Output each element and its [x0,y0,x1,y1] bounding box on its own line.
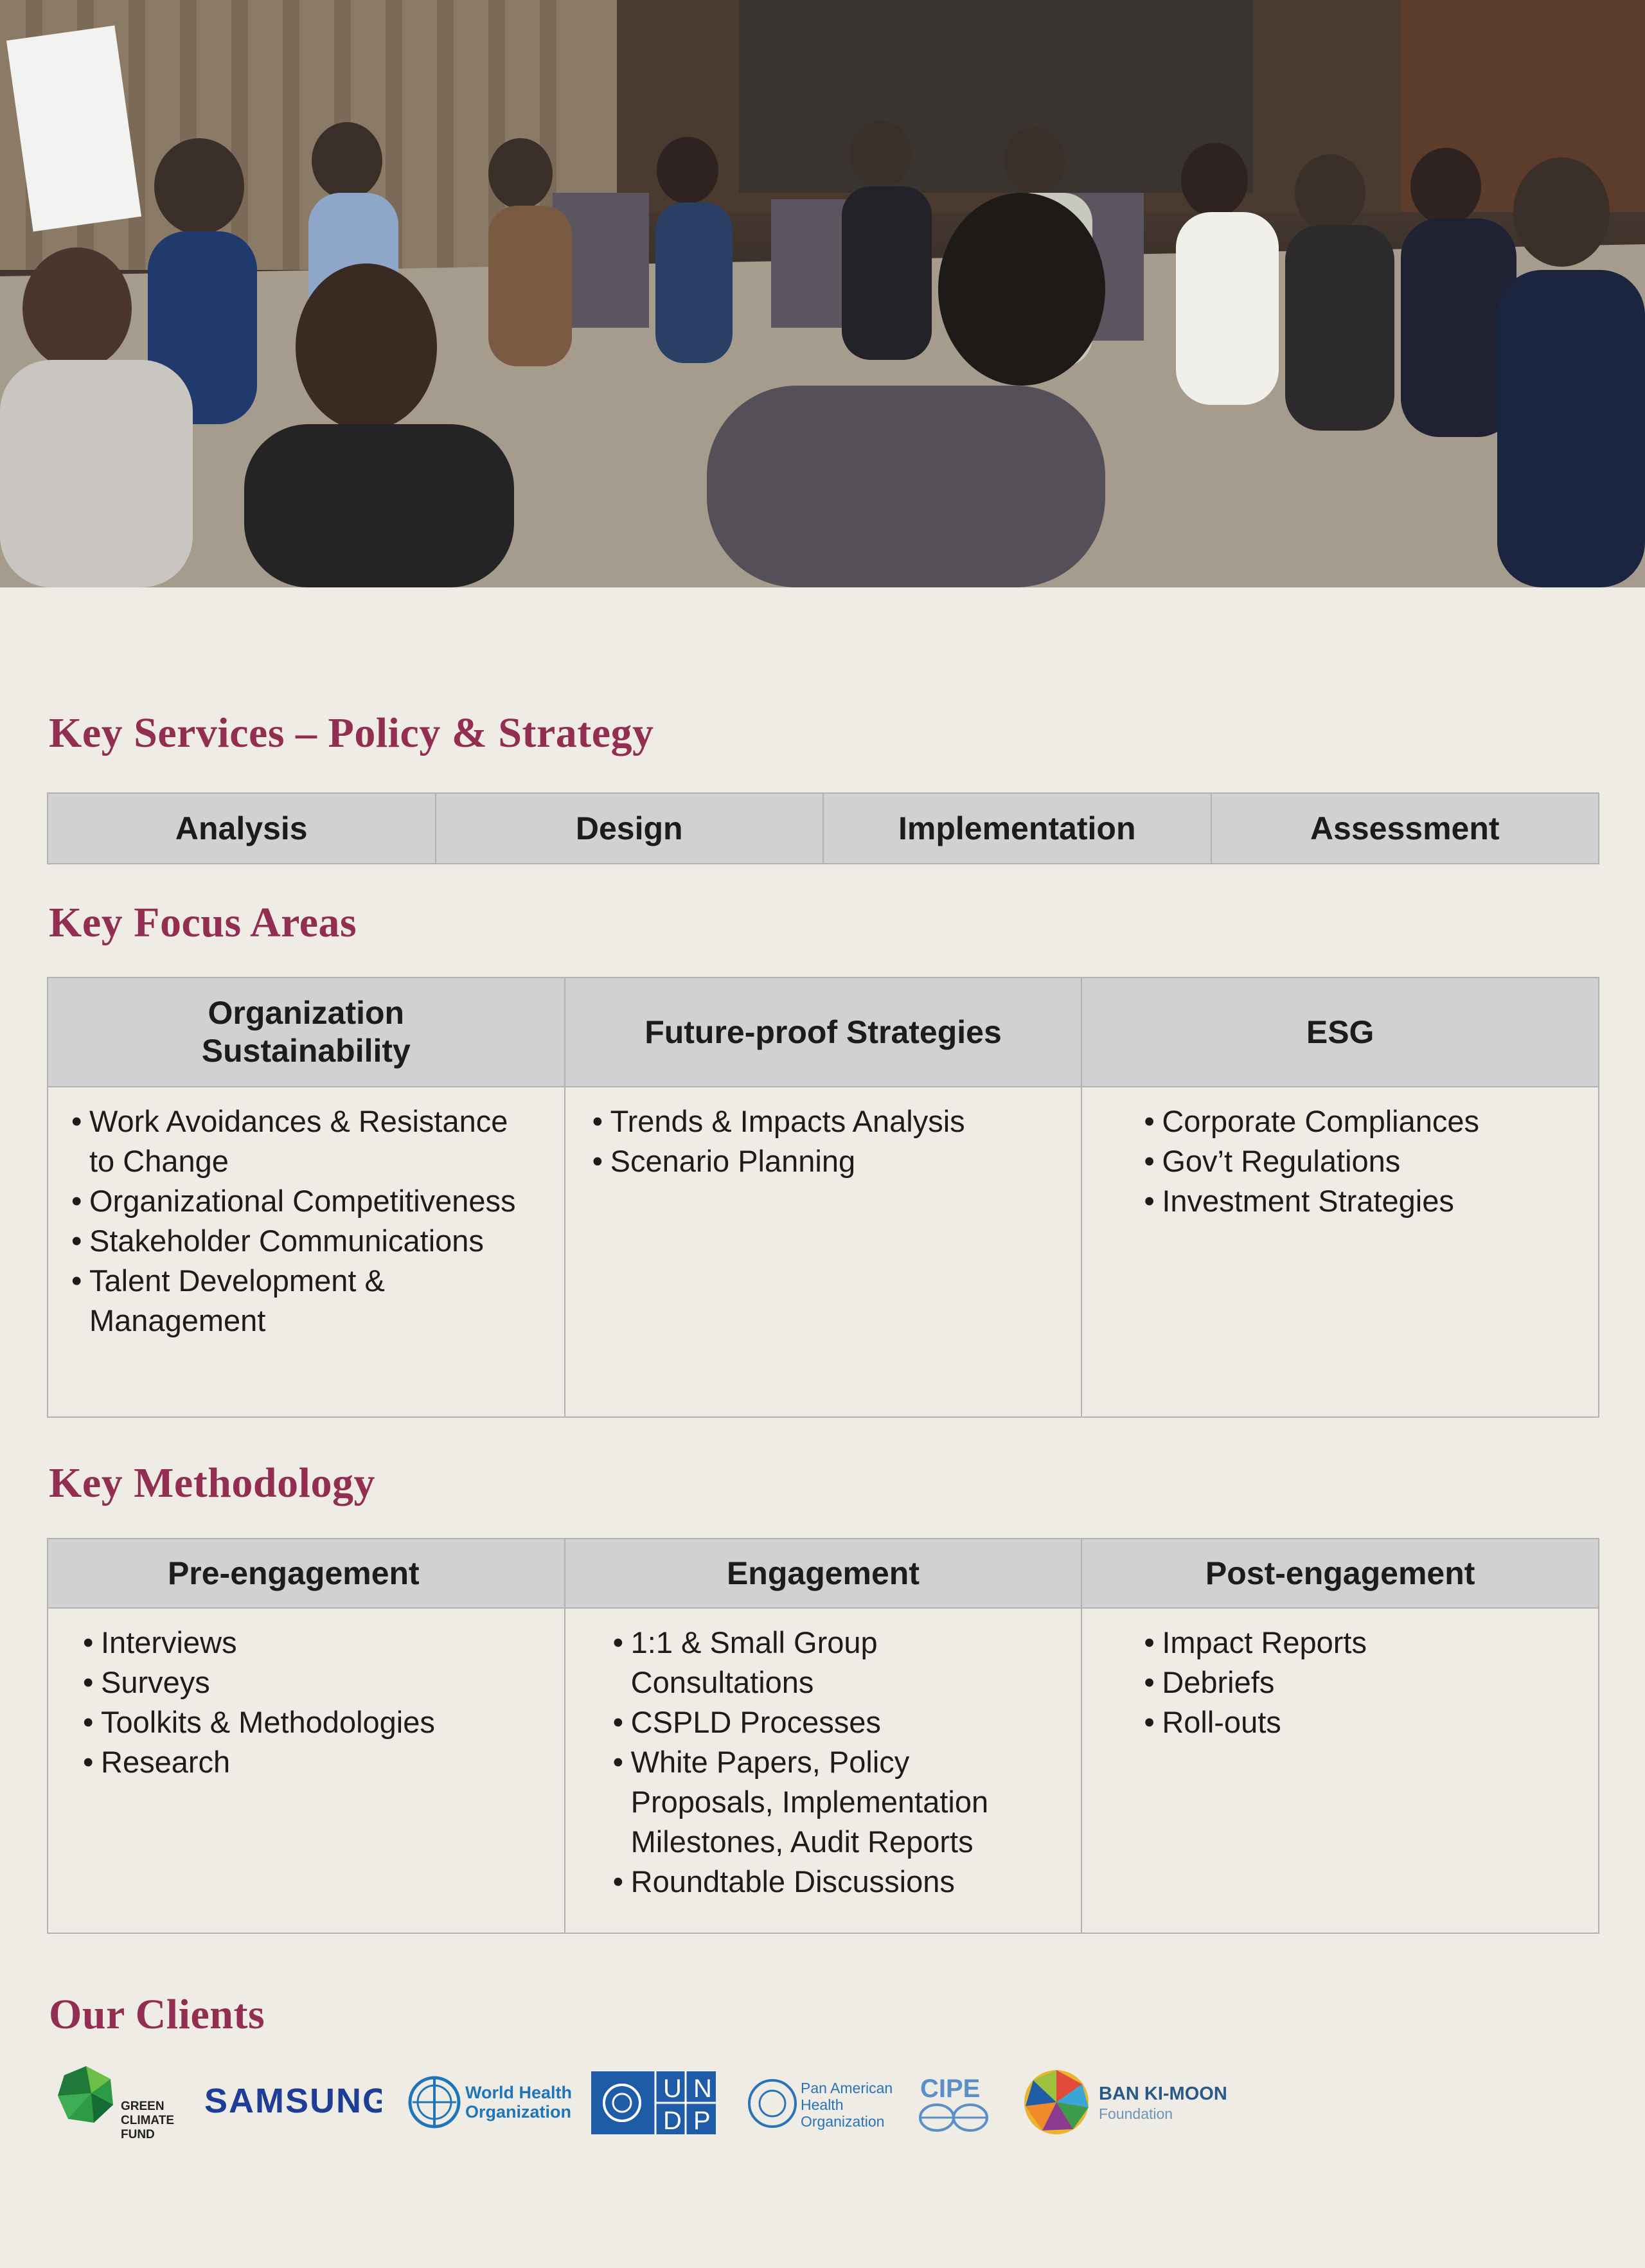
service-assessment: Assessment [1211,793,1599,864]
method-list-post-engagement [1144,1623,1572,1742]
service-implementation: Implementation [823,793,1211,864]
who-logo [407,2060,574,2143]
list-item: • Investment Strategies [1144,1181,1572,1221]
key-services-title: Key Services – Policy & Strategy [49,710,654,756]
ban-ki-moon-emblem-icon [1023,2060,1293,2143]
who-emblem-icon [407,2060,574,2143]
method-list-pre-engagement [83,1623,538,1782]
paho-line-2: Health [801,2096,844,2113]
focus-list-future-proof [592,1102,1056,1181]
header-photo [0,0,1645,587]
paho-emblem-icon [745,2060,900,2143]
samsung-wordmark [202,2060,382,2143]
undp-logo [591,2060,720,2143]
focus-cell-organization [48,1087,565,1417]
method-header-post-engagement: Post-engagement [1081,1539,1599,1608]
methodology-body-row [48,1608,1599,1933]
paho-line-3: Organization [801,2113,885,2130]
focus-header-esg: ESG [1081,978,1599,1087]
paho-logo [745,2060,900,2143]
gcf-word-climate: CLIMATE [121,2114,175,2127]
list-item: • Stakeholder Communications [71,1221,526,1261]
focus-header-row [48,978,1599,1087]
key-methodology-title: Key Methodology [49,1460,375,1506]
list-item: • Scenario Planning [592,1141,1056,1181]
undp-letter-d: D [663,2107,682,2135]
list-item: • Talent Development & Management [71,1261,526,1341]
green-climate-fund-logo [54,2060,182,2143]
cipe-emblem-icon [915,2060,1011,2143]
methodology-table [47,1538,1599,1934]
services-header-row [48,793,1599,864]
cipe-text: CIPE [920,2075,981,2103]
paho-line-1: Pan American [801,2080,893,2096]
list-item: • White Papers, Policy Proposals, Implementation Milestones, Audit Reports [613,1742,1004,1862]
list-item: • Impact Reports [1144,1623,1572,1663]
list-item: • Toolkits & Methodologies [83,1702,538,1742]
ban-ki-moon-text: BAN KI-MOON [1099,2084,1227,2104]
method-list-engagement [613,1623,1004,1902]
method-header-pre-engagement: Pre-engagement [48,1539,565,1608]
service-analysis: Analysis [48,793,436,864]
who-line-2: Organization [465,2102,572,2121]
group-meeting-illustration [0,0,1645,587]
focus-header-future-proof: Future-proof Strategies [565,978,1082,1087]
green-climate-fund-icon [54,2060,182,2143]
list-item: • Surveys [83,1663,538,1702]
list-item: • Roll-outs [1144,1702,1572,1742]
list-item: • Work Avoidances & Resistance to Change [71,1102,526,1181]
focus-table [47,977,1599,1418]
focus-body-row [48,1087,1599,1417]
focus-header-organization-sustainability: Organization Sustainability [48,978,565,1087]
list-item: • Organizational Competitiveness [71,1181,526,1221]
list-item: • Debriefs [1144,1663,1572,1702]
methodology-header-row [48,1539,1599,1608]
undp-letter-n: N [693,2075,712,2103]
who-line-1: World Health [465,2083,573,2102]
method-cell-pre-engagement [48,1608,565,1933]
list-item: • Corporate Compliances [1144,1102,1572,1141]
gcf-word-green: GREEN [121,2100,164,2113]
list-item: • Roundtable Discussions [613,1862,1004,1902]
key-focus-areas-title: Key Focus Areas [49,899,357,946]
focus-cell-future-proof [565,1087,1082,1417]
ban-ki-moon-foundation-text: Foundation [1099,2105,1173,2122]
our-clients-title: Our Clients [49,1991,265,2038]
undp-letter-p: P [693,2107,711,2135]
service-design: Design [436,793,824,864]
method-cell-engagement [565,1608,1082,1933]
method-cell-post-engagement [1081,1608,1599,1933]
client-logos [54,2060,1596,2143]
samsung-text: SAMSUNG [204,2082,382,2120]
list-item: • 1:1 & Small Group Consultations [613,1623,1004,1702]
list-item: • CSPLD Processes [613,1702,1004,1742]
samsung-logo [202,2060,382,2143]
list-item: • Trends & Impacts Analysis [592,1102,1056,1141]
services-table [47,792,1599,864]
focus-cell-esg [1081,1087,1599,1417]
list-item: • Interviews [83,1623,538,1663]
list-item: • Research [83,1742,538,1782]
focus-list-esg [1144,1102,1572,1221]
list-item: • Gov’t Regulations [1144,1141,1572,1181]
cipe-logo [915,2060,1011,2143]
method-header-engagement: Engagement [565,1539,1082,1608]
ban-ki-moon-foundation-logo [1023,2060,1293,2143]
gcf-word-fund: FUND [121,2128,155,2141]
focus-list-organization [71,1102,526,1341]
undp-emblem-icon [591,2060,720,2143]
undp-letter-u: U [663,2075,682,2103]
